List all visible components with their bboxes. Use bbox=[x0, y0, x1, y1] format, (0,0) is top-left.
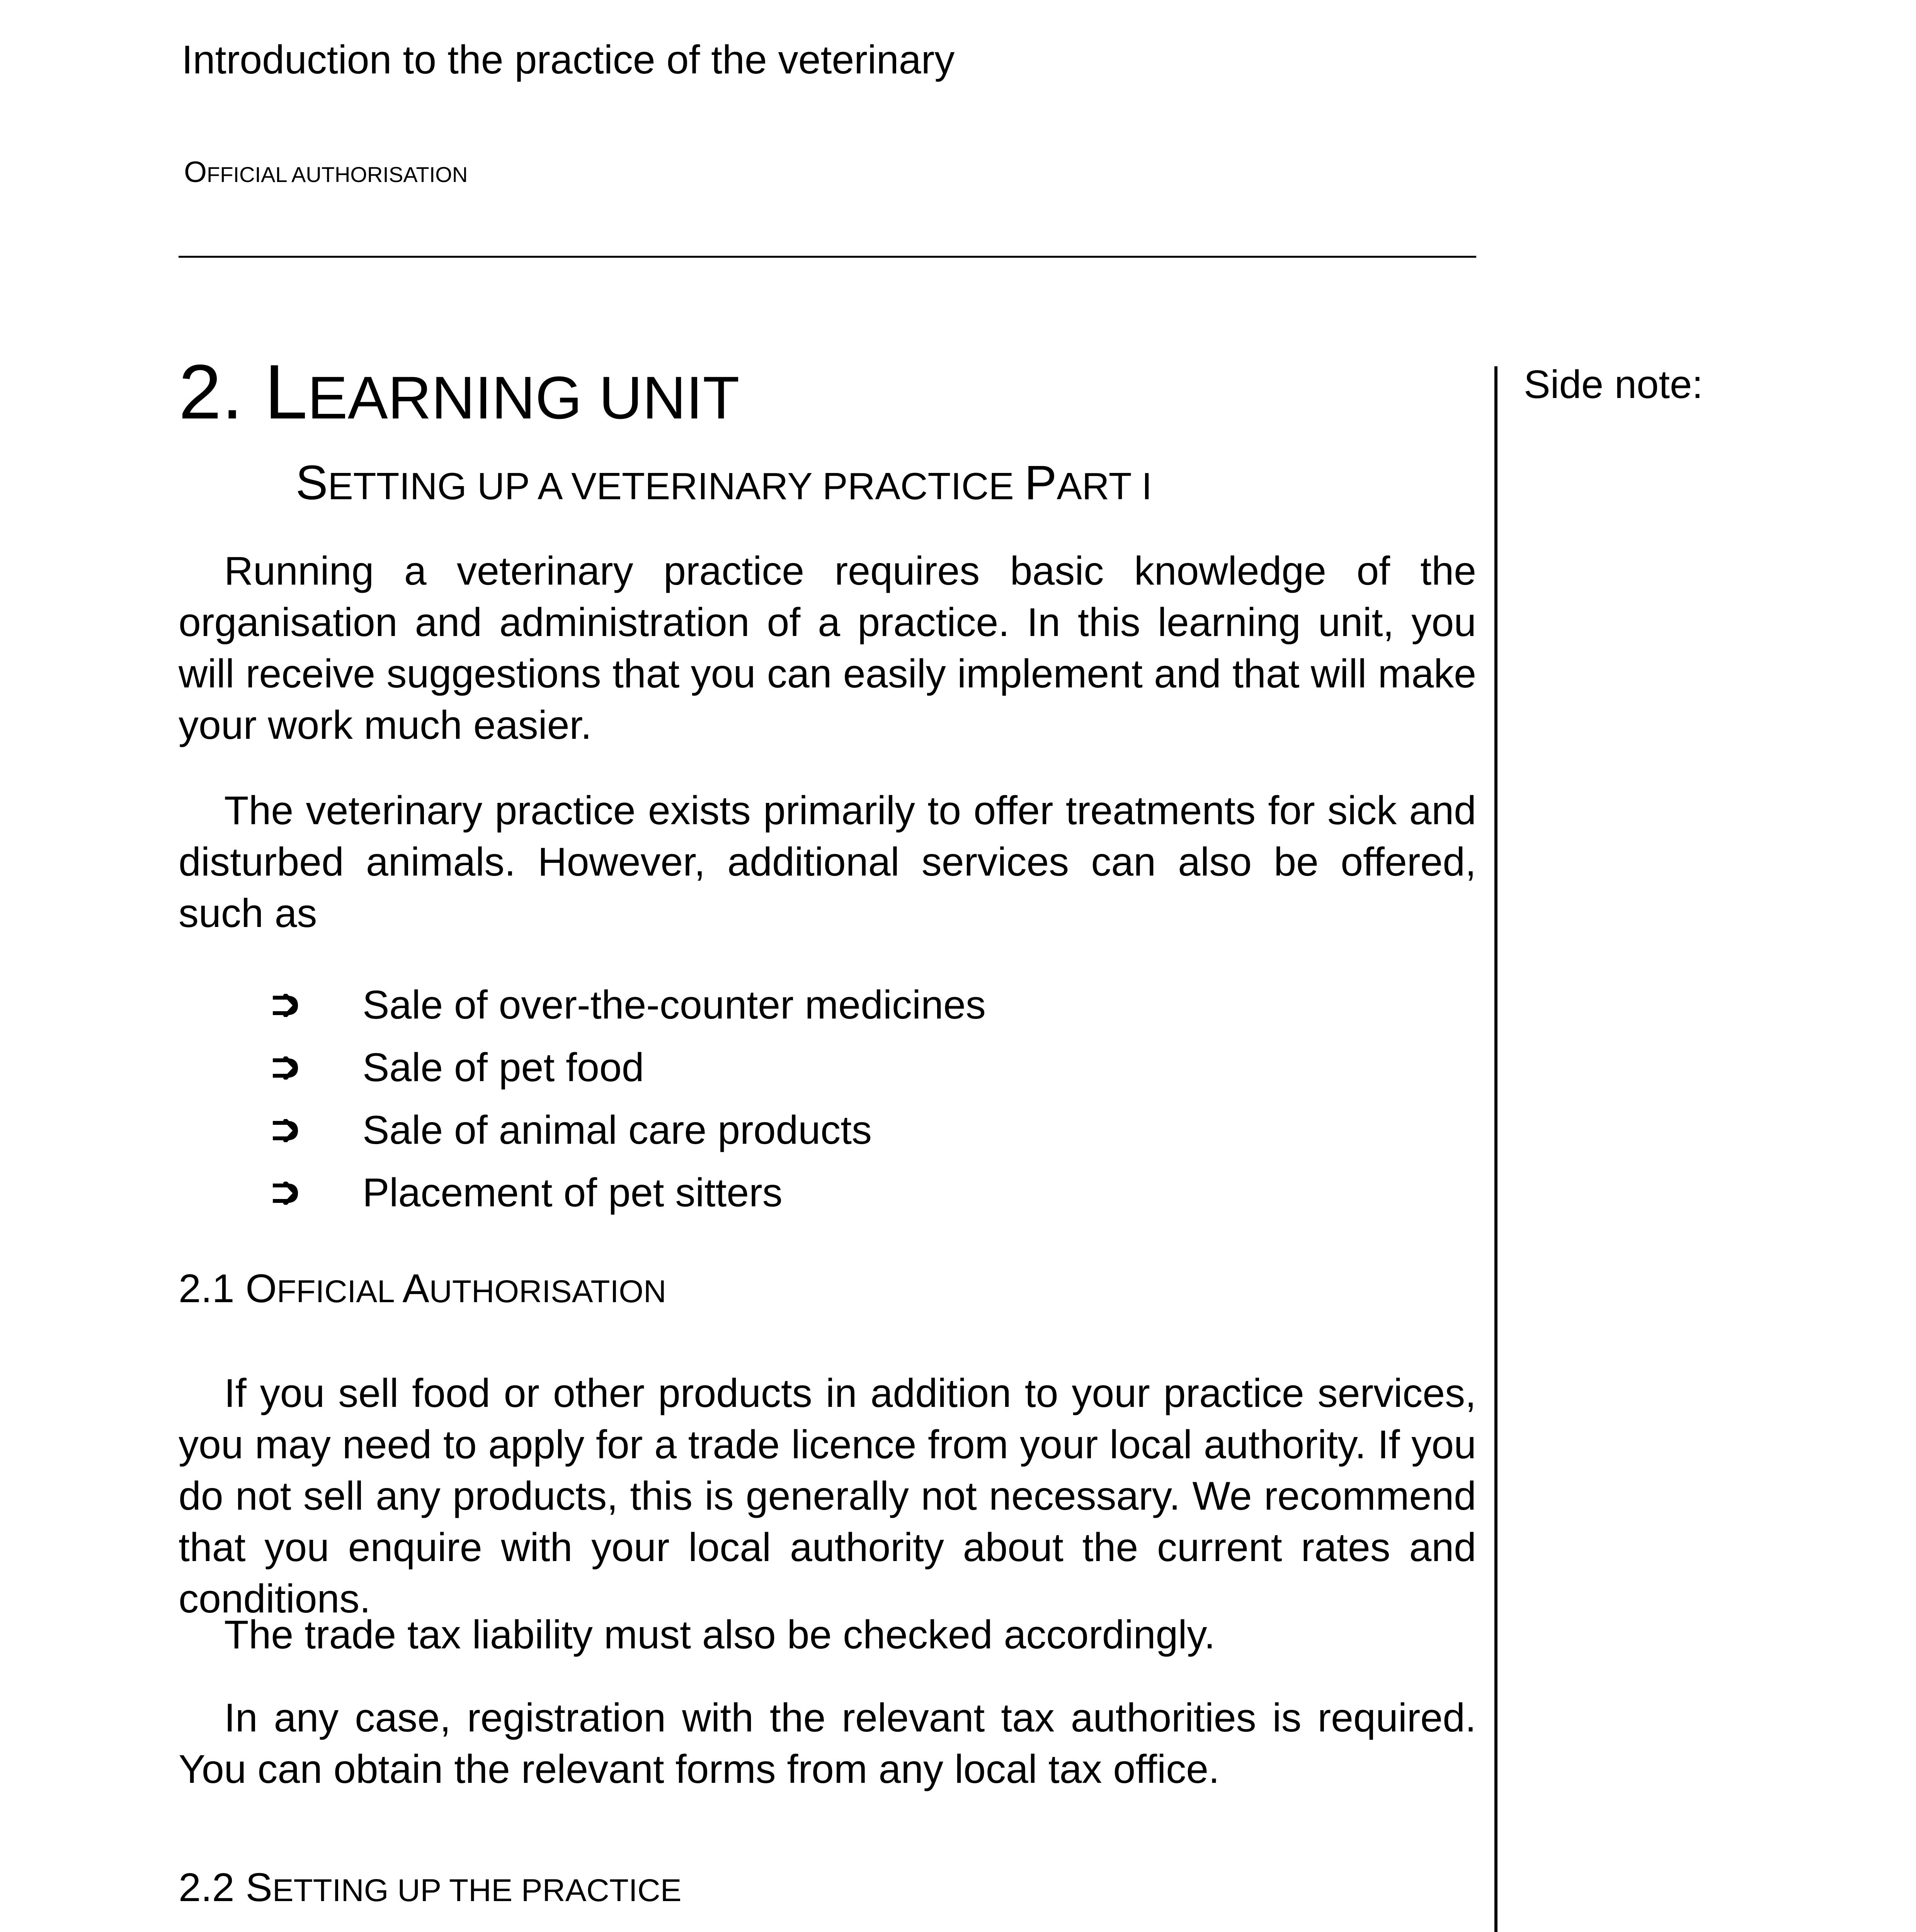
running-header-section-initial: O bbox=[184, 156, 207, 189]
intro-paragraph-1: Running a veterinary practice requires basic knowledge of the organisation and administration of a practice. In this learning unit, you will receive suggestions that you can easily implement and that will make your work much easier. bbox=[179, 549, 1476, 748]
subtitle-part-1: S bbox=[296, 456, 328, 510]
side-note-divider bbox=[1494, 366, 1497, 1932]
list-item-text: Sale of pet food bbox=[362, 1045, 644, 1090]
list-item bbox=[271, 974, 1468, 1036]
section-2-1-paragraph-3: In any case, registration with the relevant tax authorities is required. You can obtain the relevant forms from any local tax office. bbox=[179, 1696, 1476, 1792]
section-word-rest: UTHORISATION bbox=[429, 1274, 667, 1309]
section-word-rest: ETTING UP THE PRACTICE bbox=[272, 1873, 682, 1908]
list-item-text: Placement of pet sitters bbox=[362, 1170, 783, 1215]
section-word-initial: A bbox=[402, 1266, 429, 1311]
chapter-heading bbox=[179, 346, 740, 444]
arrow-bullet-icon bbox=[271, 994, 301, 1017]
chapter-title-rest: EARNING UNIT bbox=[307, 364, 740, 432]
section-heading-2-2 bbox=[179, 1862, 681, 1916]
running-header-section bbox=[184, 154, 468, 193]
header-divider bbox=[179, 256, 1476, 258]
services-list bbox=[271, 974, 1468, 1224]
arrow-bullet-icon bbox=[271, 1182, 301, 1205]
chapter-number: 2. bbox=[179, 349, 243, 435]
section-2-1-paragraph-1: If you sell food or other products in addition to your practice services, you may need to apply for a trade licence from your local authority. If you do not sell any products, this is generally not necessary. We recommend that you enquire with your local authority about the current rates and conditions. bbox=[179, 1371, 1476, 1621]
chapter-subtitle bbox=[296, 452, 1152, 517]
list-item-text: Sale of animal care products bbox=[362, 1108, 872, 1153]
section-word-rest: FFICIAL bbox=[277, 1274, 403, 1309]
list-item bbox=[271, 1162, 1468, 1224]
list-item bbox=[271, 1036, 1468, 1099]
subtitle-part-2: ETTING UP A VETERINARY PRACTICE bbox=[328, 465, 1024, 507]
side-note-label: Side note: bbox=[1524, 362, 1703, 406]
section-2-1-paragraph-2: The trade tax liability must also be checked accordingly. bbox=[224, 1612, 1215, 1657]
section-number: 2.2 bbox=[179, 1865, 246, 1910]
list-item-text: Sale of over-the-counter medicines bbox=[362, 983, 986, 1027]
section-word-initial: O bbox=[245, 1266, 277, 1311]
section-heading-2-1 bbox=[179, 1264, 666, 1317]
list-item bbox=[271, 1099, 1468, 1162]
intro-paragraph-2: The veterinary practice exists primarily to offer treatments for sick and disturbed animals. However, additional services can also be offered, such as bbox=[179, 788, 1476, 936]
arrow-bullet-icon bbox=[271, 1119, 301, 1142]
subtitle-part-4: ART I bbox=[1057, 465, 1152, 507]
running-header-title: Introduction to the practice of the veterinary bbox=[182, 37, 955, 82]
arrow-bullet-icon bbox=[271, 1056, 301, 1080]
chapter-title-initial: L bbox=[264, 349, 308, 435]
subtitle-part-3: P bbox=[1024, 456, 1057, 510]
running-header-section-rest: FFICIAL AUTHORISATION bbox=[207, 162, 468, 187]
section-word-initial: S bbox=[245, 1865, 272, 1910]
section-number: 2.1 bbox=[179, 1266, 246, 1311]
